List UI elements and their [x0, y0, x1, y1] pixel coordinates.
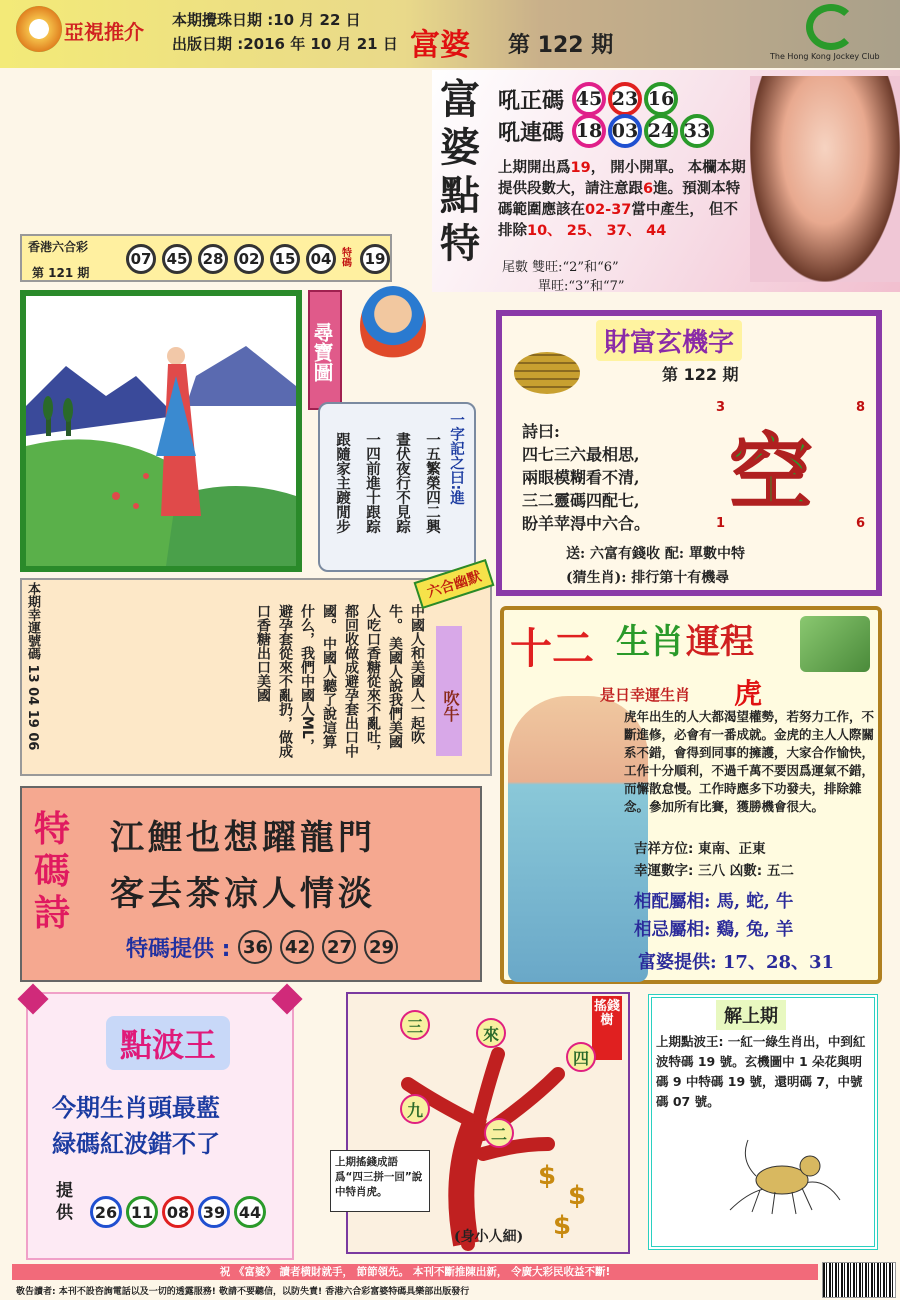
svg-text:$: $	[538, 1161, 557, 1191]
issue-dates	[172, 8, 398, 56]
fortune-poem	[522, 420, 650, 535]
scroll-line: 跟隨家主踱閒步	[334, 432, 350, 534]
tree-char: 四	[566, 1042, 596, 1072]
tree-char: 三	[400, 1010, 430, 1040]
spotlight-big-title	[440, 76, 484, 268]
zodiac-lucky-animal: 虎	[734, 677, 763, 710]
treasure-label: 尋寶圖	[308, 290, 342, 410]
joke-tag: 六合幽默	[414, 559, 495, 609]
point-wave-balls	[90, 1196, 266, 1228]
tree-char: 來	[476, 1018, 506, 1048]
poem-line: 盼羊苹淂中六合。	[522, 514, 651, 533]
fortune-hint: 送: 六富有錢收 配: 單數中特	[566, 546, 745, 562]
point-wave-ball: 26	[90, 1196, 122, 1228]
coins-icon	[514, 352, 580, 394]
money-hand-icon	[800, 616, 870, 672]
special-poem-label: 特碼詩	[34, 808, 71, 934]
poem-line: 三二靈碼四配七,	[522, 491, 640, 510]
footer-banner: 祝 《富婆》 讀者横財就手， 節節領先。 本刊不斷推陳出新， 令廣大彩民收益不斷!	[12, 1264, 818, 1280]
joke-col: 中國人和美國人一起吹	[409, 604, 425, 744]
title-char: 婆	[440, 124, 484, 171]
link-ball: 33	[680, 114, 714, 148]
main-pick-row	[498, 82, 678, 116]
special-pick-ball: 42	[280, 930, 314, 964]
zodiac-title-sign: 生肖	[616, 622, 684, 662]
monkey-sketch-icon	[720, 1120, 850, 1230]
point-wave-ball: 44	[234, 1196, 266, 1228]
issue-number: 第 122 期	[508, 33, 614, 58]
joke-col: 國。 中國人聽了說這算	[321, 604, 337, 749]
para-text: 當中產生， 但不排除	[498, 202, 738, 239]
special-pick-ball: 27	[322, 930, 356, 964]
svg-text:$: $	[568, 1181, 587, 1211]
hkjc-logo-icon	[806, 4, 856, 50]
point-wave-ball: 08	[162, 1196, 194, 1228]
scroll-line: 晝伏夜行不見踪	[394, 432, 410, 534]
fortune-issue: 第 122 期	[662, 365, 739, 384]
point-wave-line: 緑碼紅波錯不了	[52, 1130, 220, 1158]
poem-line-1: 江鯉也想躍龍門	[110, 818, 376, 858]
zodiac-title-twelve: 十二	[510, 624, 595, 673]
result-ball: 07	[126, 244, 156, 274]
tree-char: 二	[484, 1118, 514, 1148]
title-char: 特	[440, 220, 484, 267]
results-issue: 第 121 期	[32, 266, 90, 280]
last-issue-sketch	[720, 1120, 850, 1234]
corner-number: 8	[856, 400, 866, 415]
zodiac-provided: 富婆提供: 17、28、31	[638, 952, 835, 973]
special-ball: 19	[360, 244, 390, 274]
joke-col: 都回收做成避孕套出口中	[343, 604, 359, 758]
footer-notice: 敬告讀者: 本刊不設咨詢電話以及一切的透露服務! 敬請不要聽信，以防失責! 香港六合彩富婆特碼具樂部出版發行	[16, 1287, 470, 1297]
para-number: 6	[643, 181, 654, 197]
fortune-big-char: 空	[730, 426, 813, 521]
para-text: ， 開小開單。 本欄本期提供段數大，請注意跟	[498, 160, 746, 197]
svg-text:$: $	[553, 1211, 572, 1241]
draw-date: 本期攪珠日期 :10 月 22 日	[172, 11, 361, 29]
link-ball: 18	[572, 114, 606, 148]
tail-numbers	[502, 258, 625, 296]
para-range: 02-37	[585, 202, 632, 218]
result-ball: 15	[270, 244, 300, 274]
poem-line: 兩眼模糊看不清,	[522, 468, 640, 487]
point-wave-text	[52, 1090, 220, 1162]
money-tree-caption: (身小人細)	[454, 1229, 524, 1245]
title-char: 點	[440, 172, 484, 219]
zodiac-direction: 吉祥方位: 東南、正東	[634, 841, 766, 857]
tail-single: 單旺:“3”和“7”	[538, 279, 625, 294]
result-ball: 45	[162, 244, 192, 274]
results-balls	[126, 244, 390, 274]
zodiac-lucky-label: 是日幸運生肖	[600, 686, 691, 704]
para-text: 進。預測本特碼範圍應該在	[498, 181, 741, 218]
corner-number: 6	[856, 516, 866, 531]
cupid-icon	[360, 286, 426, 366]
para-exclude: 10、 25、 37、 44	[527, 223, 667, 239]
main-pick-label: 吼正碼	[498, 87, 565, 114]
hkjc-label: The Hong Kong Jockey Club	[770, 52, 880, 61]
zodiac-description: 虎年出生的人大都渴望權勢，若努力工作，不斷進修，必會有一番成就。金虎的主人人際關系不錯，會得到同事的擁護，大家合作愉快，工作十分順利，不過千萬不要因爲運氣不錯，而懈散怠慢。工作時應多下功發夫，排除雜念。參加所有比賽，獲勝機會很大。	[624, 709, 875, 814]
lucky-numbers: 本期幸運號碼 13 04 19 06	[25, 582, 40, 751]
link-pick-row	[498, 114, 714, 148]
special-pick-ball: 36	[238, 930, 272, 964]
treasure-picture	[20, 290, 302, 572]
last-issue-desc: 上期點波王: 一紅一綠生肖出，中到紅波特碼 19 號。玄機圖中 1 朵花與明碼 9 中特碼 19 號，還明碼 7，中號碼 07 號。	[656, 1034, 866, 1109]
zodiac-info	[634, 838, 794, 882]
main-ball: 23	[608, 82, 642, 116]
point-wave-ball: 39	[198, 1196, 230, 1228]
zodiac-avoid: 相忌屬相: 鷄, 兔, 羊	[634, 920, 794, 940]
fortune-title: 財富玄機字	[596, 320, 742, 361]
main-ball: 45	[572, 82, 606, 116]
special-pick-ball: 29	[364, 930, 398, 964]
point-wave-give-label: 提供	[56, 1181, 73, 1223]
money-tree-note: 上期搖錢成語爲“四三拼一回”說中特肖虎。	[330, 1150, 430, 1212]
result-ball: 28	[198, 244, 228, 274]
last-results	[20, 234, 392, 282]
point-wave-line: 今期生肖頭最藍	[52, 1094, 220, 1122]
joke-col: 什么，我們中國人ML，	[299, 604, 315, 753]
zodiac-compatible: 相配屬相: 馬, 蛇, 牛	[634, 892, 794, 912]
scroll-title: 一字記之曰:進	[448, 412, 464, 505]
publish-date: 出版日期 :2016 年 10 月 21 日	[172, 35, 398, 53]
joke-col: 口香糖出口美國	[255, 604, 271, 702]
corner-number: 1	[716, 516, 726, 531]
title-char: 富	[440, 76, 484, 123]
tail-double: 尾數 雙旺:“2”和“6”	[502, 260, 619, 275]
joke-col: 避孕套從來不亂扔，做成	[277, 604, 293, 758]
special-tag: 特碼	[342, 248, 352, 269]
para-number: 19	[570, 160, 591, 176]
poem-line-2: 客去茶凉人情淡	[110, 874, 376, 914]
point-wave-title: 點波王	[106, 1016, 230, 1070]
joke-title: 吹牛	[436, 626, 462, 756]
agency-logo-icon	[16, 6, 62, 52]
barcode-icon	[822, 1262, 896, 1298]
zodiac-numbers: 幸運數字: 三八 凶數: 五二	[634, 863, 794, 879]
link-ball: 24	[644, 114, 678, 148]
joke-col: 人吃口香糖從來不亂吐，	[365, 604, 381, 758]
point-wave-ball: 11	[126, 1196, 158, 1228]
joke-col: 牛。 美國人說我們美國	[387, 604, 403, 749]
poem-line: 四七三六最相思,	[522, 445, 640, 464]
treasure-scene-icon	[26, 296, 296, 566]
results-label: 香港六合彩	[28, 240, 89, 254]
link-pick-label: 吼連碼	[498, 119, 565, 146]
result-ball: 02	[234, 244, 264, 274]
zodiac-title-fortune: 運程	[686, 622, 754, 662]
last-issue-title: 解上期	[716, 1000, 786, 1030]
fortune-footer	[566, 542, 745, 590]
special-picks	[126, 930, 398, 964]
model-photo	[750, 76, 900, 282]
fortune-guess: (猜生肖): 排行第十有機尋	[566, 570, 730, 586]
special-picks-label: 特碼提供 :	[126, 936, 231, 962]
corner-number: 3	[716, 400, 726, 415]
agency-name: 亞視推介	[64, 20, 144, 44]
riddle-scroll	[318, 402, 476, 572]
para-text: 上期開出爲	[498, 160, 571, 176]
link-ball: 03	[608, 114, 642, 148]
tree-char: 九	[400, 1094, 430, 1124]
zodiac-match	[634, 888, 793, 944]
scroll-line: 一四前進十跟踪	[364, 432, 380, 534]
paper-title: 富婆	[410, 28, 470, 63]
poem-line: 詩曰:	[522, 422, 560, 441]
spotlight-paragraph	[498, 158, 748, 242]
money-tree-tag: 搖錢樹	[592, 996, 622, 1060]
result-ball: 04	[306, 244, 336, 274]
scroll-line: 一五繁榮四二興	[424, 432, 440, 534]
main-ball: 16	[644, 82, 678, 116]
